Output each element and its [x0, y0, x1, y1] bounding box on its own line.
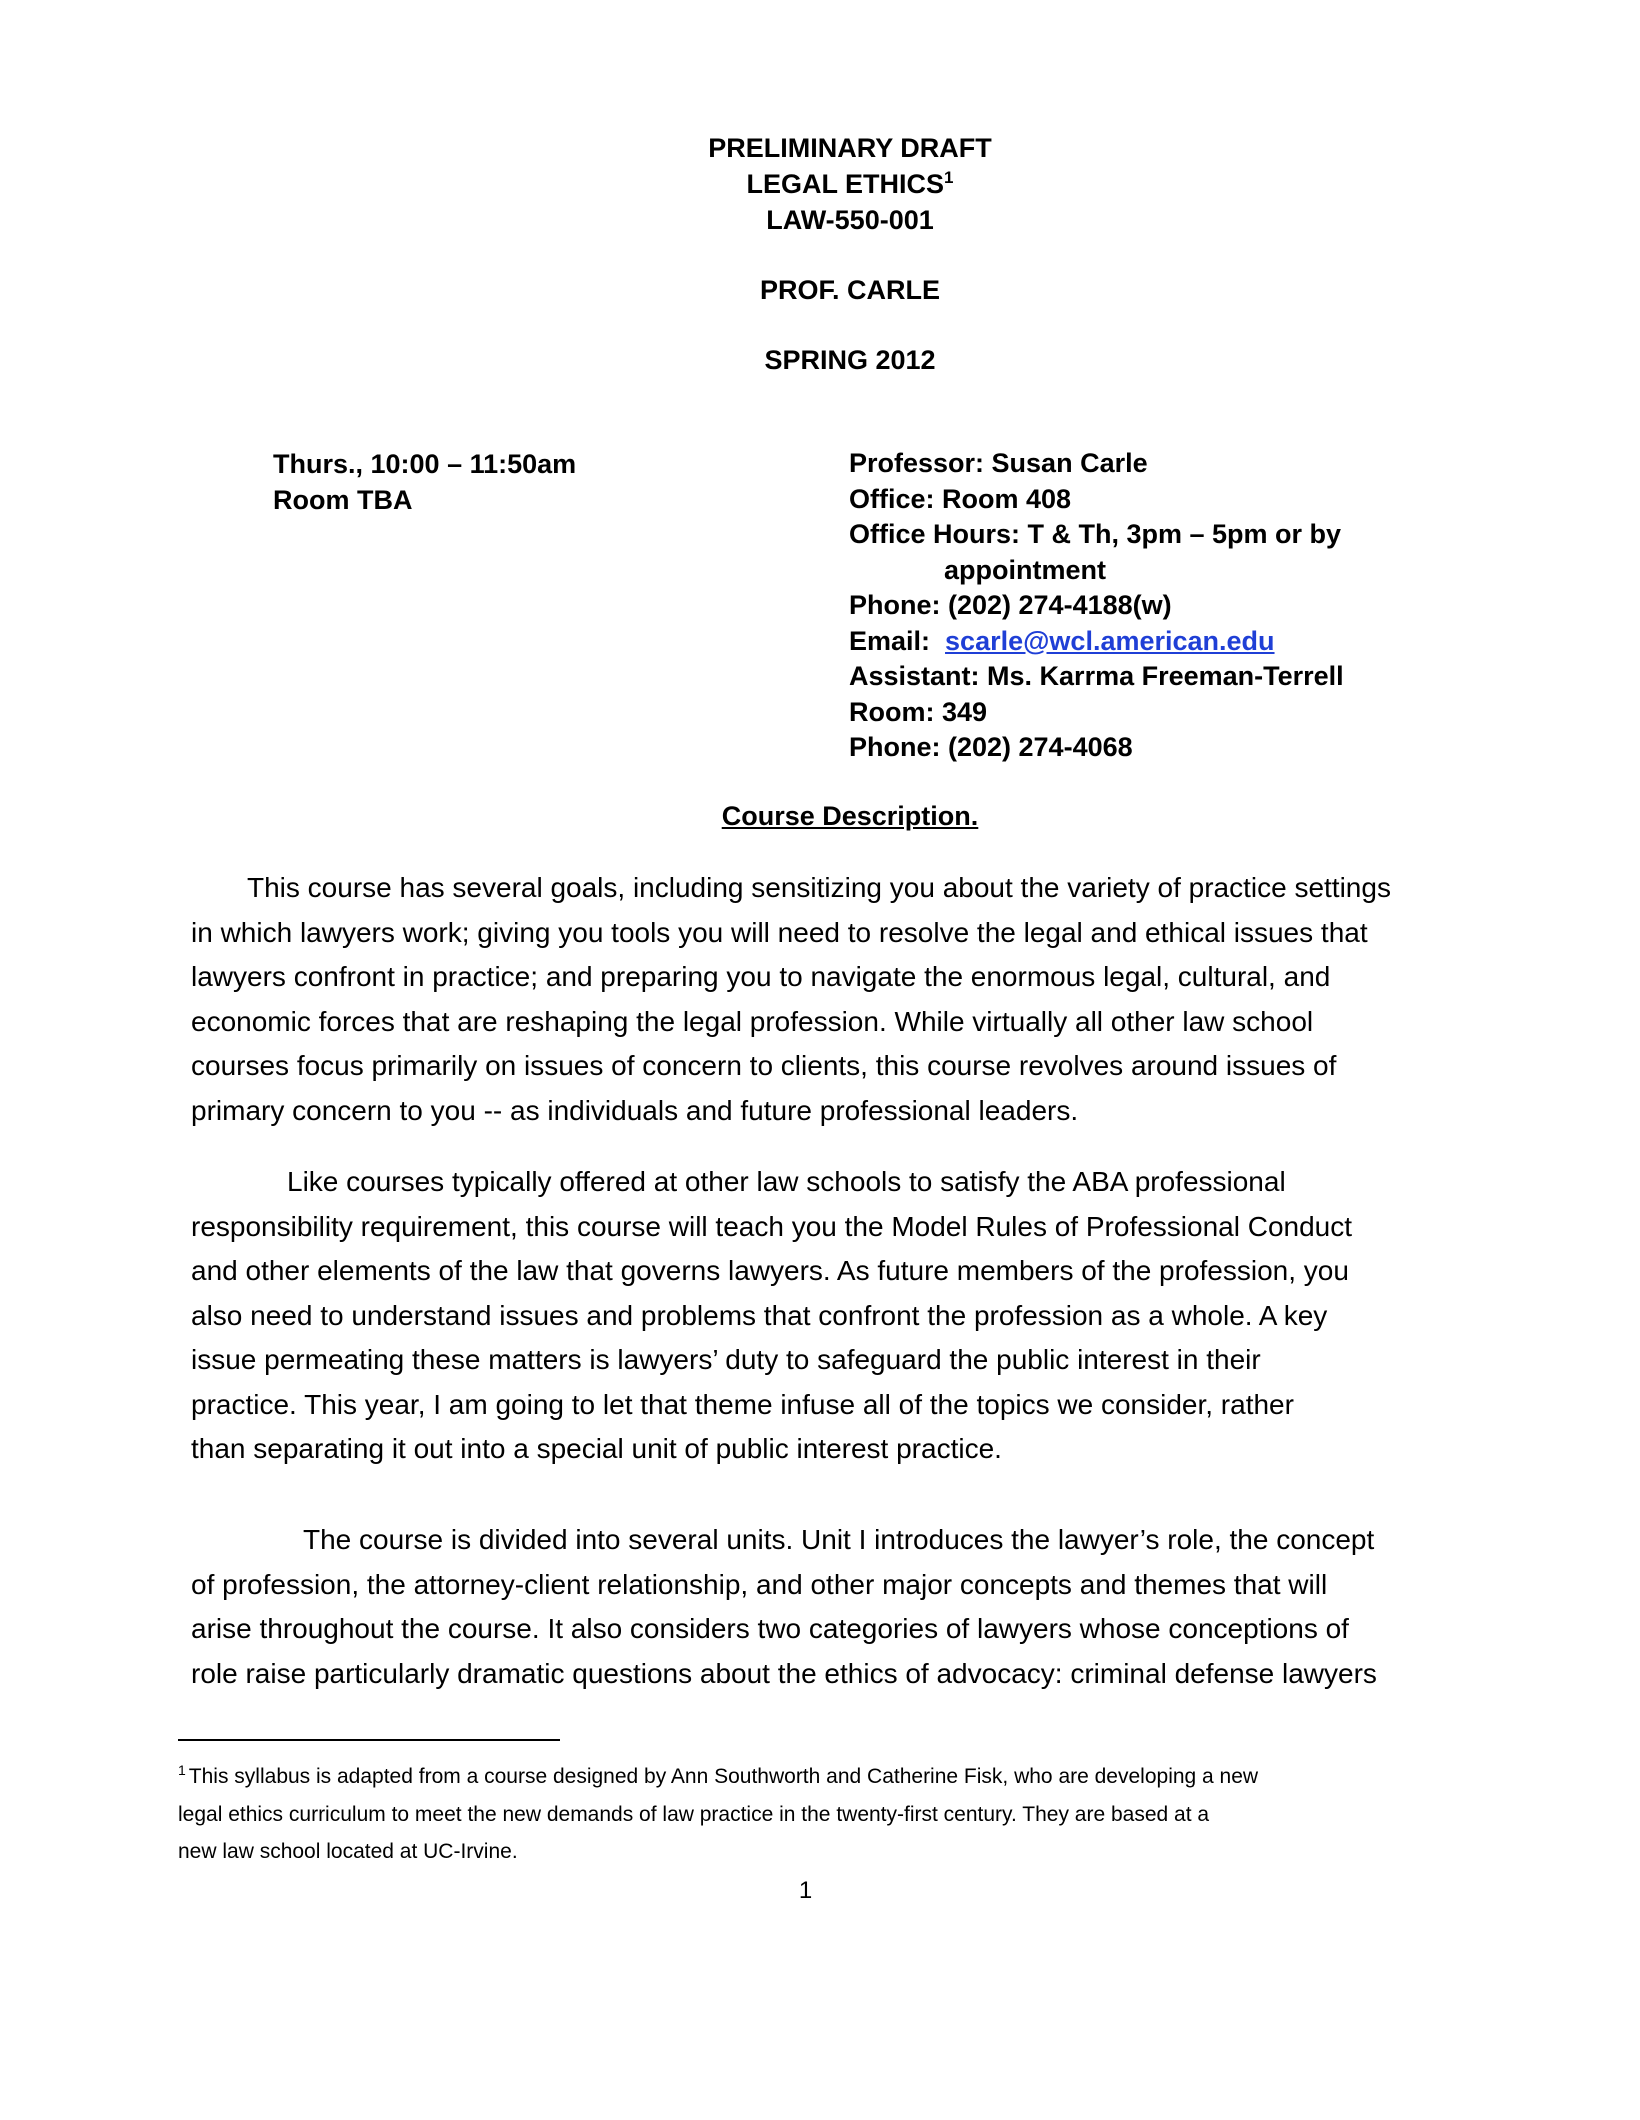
office-hours-continued: appointment: [944, 554, 1106, 585]
professor-name: Professor: Susan Carle: [849, 448, 1148, 478]
paragraph-line: responsibility requirement, this course will teach you the Model Rules of Professional Conduct: [191, 1210, 1353, 1242]
paragraph-line: This course has several goals, including sensitizing you about the variety of practice settings: [247, 872, 1391, 903]
draft-label: PRELIMINARY DRAFT: [708, 133, 992, 163]
footnote-text: This syllabus is adapted from a course designed by Ann Southworth and Catherine Fisk, who are developing a new: [188, 1765, 1259, 1788]
professor-heading: PROF. CARLE: [759, 275, 940, 305]
assistant-phone: Phone: (202) 274-4068: [849, 732, 1133, 762]
class-time: Thurs., 10:00 – 11:50am: [273, 449, 577, 479]
paragraph-line: arise throughout the course. It also considers two categories of lawyers whose conceptions of: [191, 1613, 1349, 1644]
email-link[interactable]: scarle@wcl.american.edu: [945, 625, 1275, 656]
class-room: Room TBA: [273, 485, 413, 515]
footnote-separator: [178, 1739, 560, 1741]
paragraph-line: of profession, the attorney-client relationship, and other major concepts and themes that will: [191, 1568, 1328, 1600]
term-label: SPRING 2012: [764, 345, 936, 375]
body-paragraph: [191, 1518, 1451, 1696]
paragraph-line: primary concern to you -- as individuals and future professional leaders.: [191, 1094, 1079, 1126]
course-title: [0, 166, 1640, 202]
paragraph-line: economic forces that are reshaping the legal profession. While virtually all other law school: [191, 1005, 1314, 1037]
paragraph-line: also need to understand issues and problems that confront the profession as a whole. A key: [191, 1299, 1328, 1331]
course-number: LAW-550-001: [766, 205, 934, 235]
paragraph-line: lawyers confront in practice; and preparing you to navigate the enormous legal, cultural, and: [191, 961, 1331, 992]
footnote-reference[interactable]: 1: [944, 168, 954, 187]
document-header: [0, 130, 1640, 378]
paragraph-line: issue permeating these matters is lawyers’ duty to safeguard the public interest in their: [191, 1344, 1261, 1375]
assistant-room: Room: 349: [849, 696, 988, 727]
paragraph-line: The course is divided into several units. Unit I introduces the lawyer’s role, the concept: [303, 1524, 1375, 1555]
paragraph-line: role raise particularly dramatic questions about the ethics of advocacy: criminal defense lawyers: [191, 1657, 1377, 1689]
email-label: Email:: [849, 625, 946, 656]
paragraph-line: Like courses typically offered at other law schools to satisfy the ABA professional: [287, 1166, 1286, 1197]
footnote-line: [178, 1758, 1478, 1796]
contact-info: [849, 446, 1344, 766]
paragraph-line: practice. This year, I am going to let that theme infuse all of the topics we consider, rather: [191, 1388, 1294, 1420]
paragraph-line: in which lawyers work; giving you tools you will need to resolve the legal and ethical issues that: [191, 916, 1368, 948]
class-schedule: [273, 446, 576, 518]
footnote-line: new law school located at UC-Irvine.: [178, 1840, 518, 1863]
paragraph-line: than separating it out into a special unit of public interest practice.: [191, 1433, 1002, 1464]
email-row: [849, 624, 1344, 660]
body-paragraph: [191, 866, 1451, 1133]
professor-phone: Phone: (202) 274-4188(w): [849, 590, 1172, 620]
paragraph-line: and other elements of the law that governs lawyers. As future members of the profession, you: [191, 1255, 1349, 1286]
footnote-line: legal ethics curriculum to meet the new demands of law practice in the twenty-first century. They are based at a: [178, 1802, 1210, 1826]
footnote: [178, 1758, 1478, 1871]
body-paragraph: [191, 1160, 1451, 1472]
office-hours: Office Hours: T & Th, 3pm – 5pm or by: [849, 519, 1342, 549]
section-heading: Course Description.: [721, 801, 979, 831]
page-number: 1: [798, 1877, 813, 1904]
assistant-name: Assistant: Ms. Karrma Freeman-Terrell: [849, 661, 1344, 691]
paragraph-line: courses focus primarily on issues of concern to clients, this course revolves around issues of: [191, 1050, 1337, 1081]
course-title-text: LEGAL ETHICS: [746, 169, 945, 199]
office-room: Office: Room 408: [849, 483, 1072, 514]
footnote-mark: 1: [178, 1762, 186, 1778]
